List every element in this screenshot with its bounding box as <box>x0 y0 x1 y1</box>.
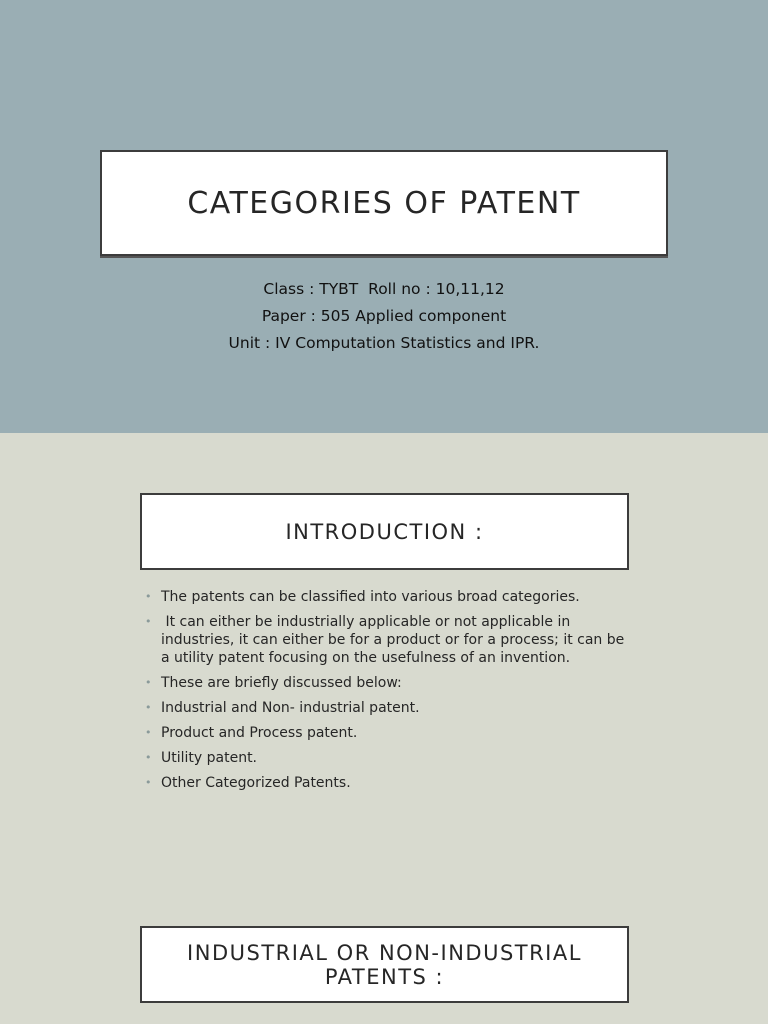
slide-subtitle <box>0 276 768 357</box>
bullet-text: The patents can be classified into various broad categories. <box>161 589 580 605</box>
title-box <box>100 150 668 256</box>
list-item <box>145 724 625 742</box>
slide-title <box>0 0 768 433</box>
introduction-heading: INTRODUCTION : <box>285 519 484 544</box>
list-item <box>145 613 629 667</box>
subtitle-line-unit: Unit : IV Computation Statistics and IPR. <box>228 334 540 352</box>
bullet-text: Other Categorized Patents. <box>161 775 351 791</box>
list-item <box>145 588 625 606</box>
introduction-bullet-list <box>145 588 629 799</box>
bullet-dot-icon: • <box>145 701 152 714</box>
bullet-text: Industrial and Non- industrial patent. <box>161 700 420 716</box>
bullet-text: It can either be industrially applicable or not applicable in industries, it can either be for a product or for a process; it can be a utility patent focusing on the usefulness of an invention. <box>161 614 629 666</box>
bullet-text: These are briefly discussed below: <box>161 675 402 691</box>
bullet-dot-icon: • <box>145 726 152 739</box>
bullet-text: Product and Process patent. <box>161 725 358 741</box>
bullet-dot-icon: • <box>145 776 152 789</box>
list-item <box>145 674 625 692</box>
industrial-patents-heading-box <box>140 926 629 1003</box>
list-item <box>145 774 625 792</box>
subtitle-line-class: Class : TYBT Roll no : 10,11,12 <box>263 280 505 298</box>
introduction-heading-box <box>140 493 629 570</box>
bullet-dot-icon: • <box>145 590 152 603</box>
bullet-dot-icon: • <box>145 615 152 628</box>
slide-title-text: CATEGORIES OF PATENT <box>187 185 581 221</box>
bullet-text: Utility patent. <box>161 750 258 766</box>
list-item <box>145 749 625 767</box>
subtitle-line-paper: Paper : 505 Applied component <box>261 307 507 325</box>
industrial-patents-heading: INDUSTRIAL OR NON-INDUSTRIAL PATENTS : <box>187 940 582 989</box>
bullet-dot-icon: • <box>145 751 152 764</box>
bullet-dot-icon: • <box>145 676 152 689</box>
list-item <box>145 699 625 717</box>
